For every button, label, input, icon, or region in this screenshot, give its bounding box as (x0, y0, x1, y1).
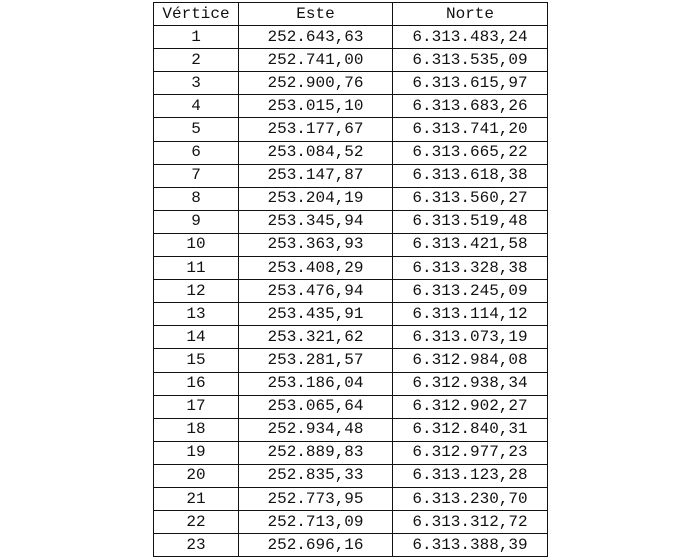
table-row (154, 418, 548, 441)
norte-cell: 6.312.977,23 (393, 441, 548, 464)
vertice-cell: 13 (154, 303, 239, 326)
este-cell: 253.435,91 (239, 303, 393, 326)
table-row (154, 233, 548, 256)
vertice-cell: 1 (154, 26, 239, 49)
norte-cell: 6.313.123,28 (393, 464, 548, 487)
vertice-cell: 6 (154, 141, 239, 164)
este-cell: 253.147,87 (239, 164, 393, 187)
vertice-cell: 7 (154, 164, 239, 187)
norte-cell: 6.313.312,72 (393, 511, 548, 534)
vertice-cell: 16 (154, 372, 239, 395)
coordinates-table (153, 2, 548, 557)
vertice-cell: 5 (154, 118, 239, 141)
header-norte: Norte (393, 3, 548, 26)
norte-cell: 6.313.328,38 (393, 257, 548, 280)
vertice-cell: 18 (154, 418, 239, 441)
norte-cell: 6.312.984,08 (393, 349, 548, 372)
table-body (154, 26, 548, 557)
norte-cell: 6.312.840,31 (393, 418, 548, 441)
este-cell: 253.065,64 (239, 395, 393, 418)
vertice-cell: 3 (154, 72, 239, 95)
vertice-cell: 15 (154, 349, 239, 372)
norte-cell: 6.312.938,34 (393, 372, 548, 395)
header-vertice: Vértice (154, 3, 239, 26)
norte-cell: 6.313.245,09 (393, 280, 548, 303)
table-row (154, 141, 548, 164)
norte-cell: 6.313.230,70 (393, 487, 548, 510)
table-row (154, 210, 548, 233)
este-cell: 252.773,95 (239, 487, 393, 510)
table-row (154, 187, 548, 210)
table-row (154, 95, 548, 118)
vertice-cell: 8 (154, 187, 239, 210)
vertice-cell: 22 (154, 511, 239, 534)
table-row (154, 72, 548, 95)
table-row (154, 164, 548, 187)
norte-cell: 6.313.618,38 (393, 164, 548, 187)
este-cell: 252.741,00 (239, 49, 393, 72)
vertice-cell: 11 (154, 257, 239, 280)
table-row (154, 26, 548, 49)
este-cell: 252.934,48 (239, 418, 393, 441)
table-row (154, 441, 548, 464)
norte-cell: 6.313.388,39 (393, 534, 548, 557)
este-cell: 253.363,93 (239, 233, 393, 256)
este-cell: 252.835,33 (239, 464, 393, 487)
este-cell: 253.408,29 (239, 257, 393, 280)
table-row (154, 511, 548, 534)
este-cell: 252.713,09 (239, 511, 393, 534)
este-cell: 253.015,10 (239, 95, 393, 118)
table-row (154, 326, 548, 349)
vertice-cell: 20 (154, 464, 239, 487)
vertice-cell: 19 (154, 441, 239, 464)
vertice-cell: 23 (154, 534, 239, 557)
este-cell: 252.696,16 (239, 534, 393, 557)
este-cell: 253.345,94 (239, 210, 393, 233)
vertice-cell: 17 (154, 395, 239, 418)
vertice-cell: 21 (154, 487, 239, 510)
vertice-cell: 14 (154, 326, 239, 349)
coordinates-table-wrapper (153, 2, 548, 557)
table-row (154, 303, 548, 326)
este-cell: 253.177,67 (239, 118, 393, 141)
este-cell: 253.321,62 (239, 326, 393, 349)
table-row (154, 534, 548, 557)
este-cell: 253.476,94 (239, 280, 393, 303)
table-row (154, 487, 548, 510)
norte-cell: 6.313.615,97 (393, 72, 548, 95)
table-row (154, 257, 548, 280)
norte-cell: 6.313.073,19 (393, 326, 548, 349)
table-row (154, 372, 548, 395)
norte-cell: 6.313.114,12 (393, 303, 548, 326)
table-row (154, 464, 548, 487)
header-row (154, 3, 548, 26)
este-cell: 253.204,19 (239, 187, 393, 210)
vertice-cell: 10 (154, 233, 239, 256)
este-cell: 253.084,52 (239, 141, 393, 164)
norte-cell: 6.313.560,27 (393, 187, 548, 210)
vertice-cell: 2 (154, 49, 239, 72)
este-cell: 252.643,63 (239, 26, 393, 49)
norte-cell: 6.313.683,26 (393, 95, 548, 118)
vertice-cell: 12 (154, 280, 239, 303)
este-cell: 253.281,57 (239, 349, 393, 372)
norte-cell: 6.313.535,09 (393, 49, 548, 72)
vertice-cell: 9 (154, 210, 239, 233)
norte-cell: 6.313.519,48 (393, 210, 548, 233)
norte-cell: 6.313.741,20 (393, 118, 548, 141)
norte-cell: 6.312.902,27 (393, 395, 548, 418)
table-row (154, 395, 548, 418)
norte-cell: 6.313.483,24 (393, 26, 548, 49)
table-row (154, 349, 548, 372)
este-cell: 252.889,83 (239, 441, 393, 464)
table-row (154, 118, 548, 141)
norte-cell: 6.313.421,58 (393, 233, 548, 256)
header-este: Este (239, 3, 393, 26)
este-cell: 252.900,76 (239, 72, 393, 95)
table-row (154, 280, 548, 303)
norte-cell: 6.313.665,22 (393, 141, 548, 164)
este-cell: 253.186,04 (239, 372, 393, 395)
vertice-cell: 4 (154, 95, 239, 118)
table-row (154, 49, 548, 72)
